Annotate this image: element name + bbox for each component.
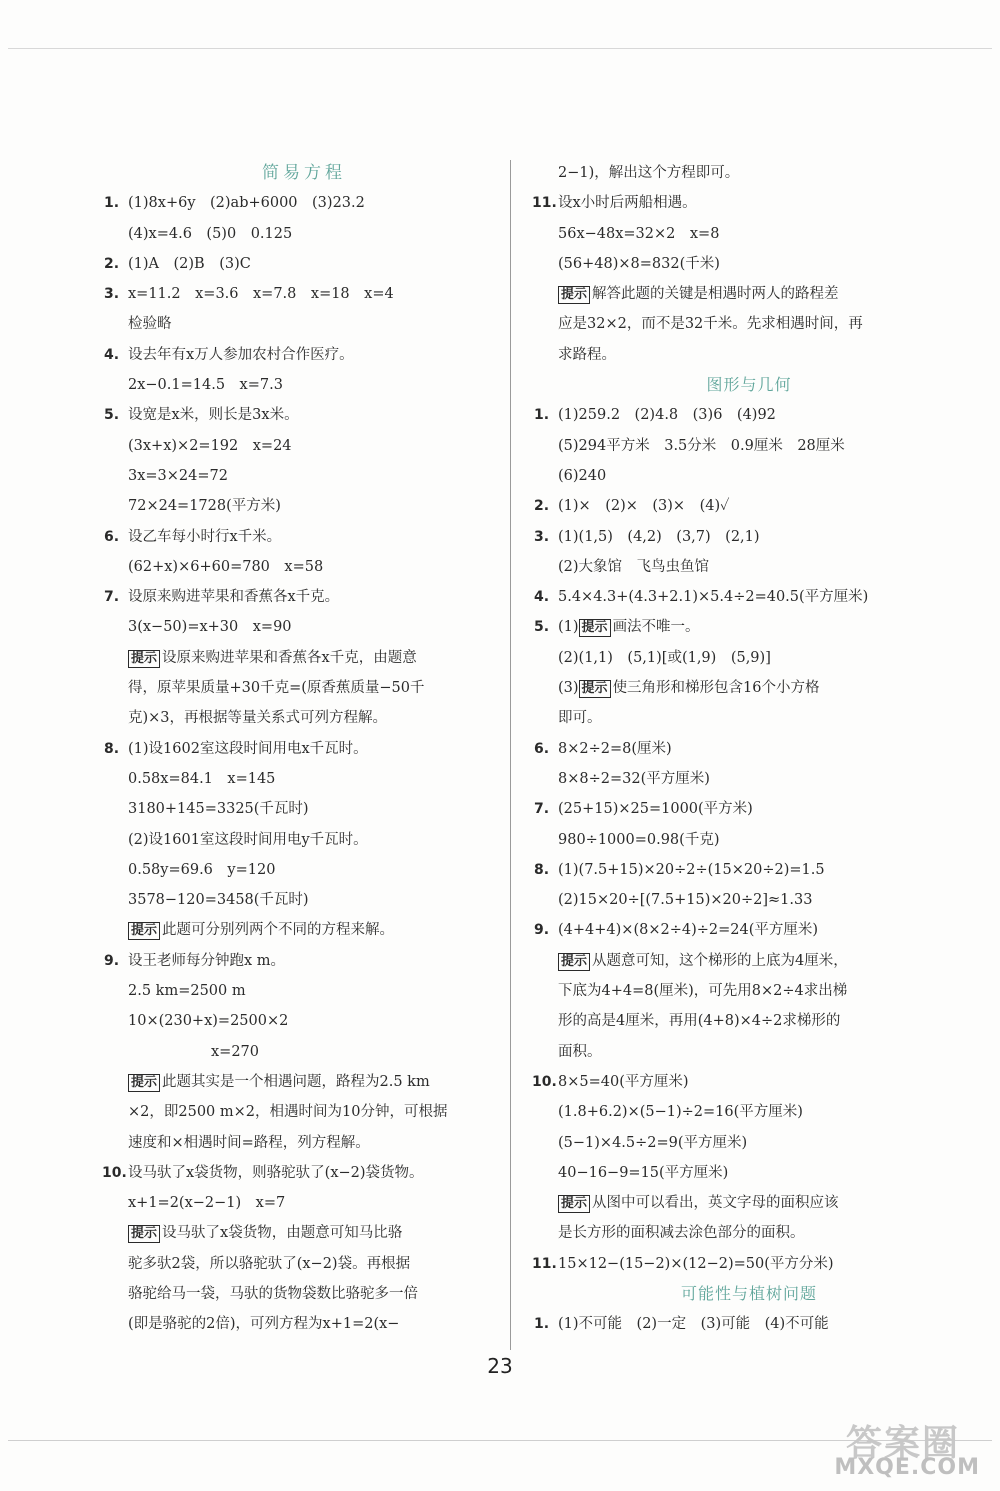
item-number: 4. xyxy=(104,346,120,363)
item-number: 2. xyxy=(104,255,120,272)
answer-text: (1)259.2 (2)4.8 (3)6 (4)92 xyxy=(558,407,776,424)
item-number: 6. xyxy=(104,528,120,545)
answer-item xyxy=(104,946,504,976)
answer-item xyxy=(534,734,964,764)
answer-line: (5−1)×4.5÷2=9(平方厘米) xyxy=(558,1134,748,1151)
answer-line: x=270 xyxy=(211,1043,260,1060)
answer-item xyxy=(104,249,504,279)
item-number: 9. xyxy=(104,952,120,969)
tip-text: 使三角形和梯形包含16个小方格 xyxy=(612,680,820,697)
column-divider xyxy=(510,160,511,1350)
answer-line: (6)240 xyxy=(558,467,607,484)
answer-line: 3x=3×24=72 xyxy=(128,467,228,484)
answer-item xyxy=(104,279,504,309)
answer-line: 10×(230+x)=2500×2 xyxy=(128,1013,289,1030)
tip-line xyxy=(104,915,504,945)
answer-item xyxy=(534,794,964,824)
answer-line: 3578−120=3458(千瓦时) xyxy=(128,892,309,909)
item-number: 10. xyxy=(102,1164,127,1181)
answer-text: 设王老师每分钟跑x m。 xyxy=(128,952,286,969)
tip-label: 提示 xyxy=(128,1225,160,1243)
watermark-site: MXQE.COM xyxy=(834,1455,980,1480)
tip-text: 设原来购进苹果和香蕉各x千克，由题意 xyxy=(162,649,417,666)
bottom-rule xyxy=(8,1440,992,1441)
tip-line xyxy=(534,279,964,309)
answer-line: (3x+x)×2=192 x=24 xyxy=(128,437,292,454)
tip-label: 提示 xyxy=(128,1074,160,1092)
tip-text: 此题可分别列两个不同的方程来解。 xyxy=(162,922,395,939)
answer-text: (1)不可能 (2)一定 (3)可能 (4)不可能 xyxy=(558,1316,829,1333)
answer-line: 72×24=1728(平方米) xyxy=(128,498,281,515)
answer-line: (1.8+6.2)×(5−1)÷2=16(平方厘米) xyxy=(558,1104,803,1121)
answer-item xyxy=(534,188,964,218)
answer-text: 设去年有x万人参加农村合作医疗。 xyxy=(128,346,354,363)
answer-text: 8×2÷2=8(厘米) xyxy=(558,740,672,757)
item-number: 1. xyxy=(534,1316,550,1333)
item-number: 3. xyxy=(104,286,120,303)
answer-line: (2)(1,1) (5,1)[或(1,9) (5,9)] xyxy=(558,649,771,666)
item-number: 6. xyxy=(534,740,550,757)
answer-line: (62+x)×6+60=780 x=58 xyxy=(128,558,324,575)
answer-line: 面积。 xyxy=(558,1043,602,1060)
answer-line: 得，原苹果质量+30千克=(原香蕉质量−50千 xyxy=(128,680,425,697)
answer-item xyxy=(104,188,504,218)
answer-line: (56+48)×8=832(千米) xyxy=(558,255,720,272)
item-number: 7. xyxy=(534,801,550,818)
tip-label: 提示 xyxy=(128,650,160,668)
right-column xyxy=(534,158,964,1340)
item-number: 1. xyxy=(104,195,120,212)
top-rule xyxy=(8,48,992,49)
answer-line: 速度和×相遇时间=路程，列方程解。 xyxy=(128,1134,370,1151)
item-number: 11. xyxy=(532,195,557,212)
answer-line: 8×8÷2=32(平方厘米) xyxy=(558,770,710,787)
answer-item xyxy=(534,400,964,430)
answer-item xyxy=(534,1067,964,1097)
section-title: 可能性与植树问题 xyxy=(680,1283,817,1303)
part-label: (3) xyxy=(558,680,579,697)
answer-line: 56x−48x=32×2 x=8 xyxy=(558,225,720,242)
answer-line: 40−16−9=15(平方厘米) xyxy=(558,1164,729,1181)
answer-text: 15×12−(15−2)×(12−2)=50(平方分米) xyxy=(558,1255,834,1272)
item-number: 3. xyxy=(534,528,550,545)
tip-text: 从图中可以看出，英文字母的面积应该 xyxy=(592,1195,839,1212)
left-column xyxy=(104,158,504,1340)
item-number: 7. xyxy=(104,589,120,606)
tip-label: 提示 xyxy=(128,922,160,940)
tip-text: 解答此题的关键是相遇时两人的路程差 xyxy=(592,286,839,303)
answer-line: 2−1)，解出这个方程即可。 xyxy=(558,165,740,181)
answer-line: 形的高是4厘米，再用(4+8)×4÷2求梯形的 xyxy=(558,1013,841,1030)
page-number: 23 xyxy=(487,1354,513,1378)
answer-text: (25+15)×25=1000(平方米) xyxy=(558,801,753,818)
answer-item xyxy=(104,400,504,430)
tip-text: 从题意可知，这个梯形的上底为4厘米， xyxy=(592,952,848,969)
section-title: 图形与几何 xyxy=(706,375,792,395)
answer-item xyxy=(534,522,964,552)
answer-text: 8×5=40(平方厘米) xyxy=(558,1073,689,1090)
answer-text xyxy=(534,612,700,642)
answer-line: 3180+145=3325(千瓦时) xyxy=(128,801,309,818)
answer-text: (4+4+4)×(8×2÷4)÷2=24(平方厘米) xyxy=(558,922,819,939)
answer-line: 2.5 km=2500 m xyxy=(128,983,246,1000)
answer-line: (5)294平方米 3.5分米 0.9厘米 28厘米 xyxy=(558,437,845,454)
answer-text: 5.4×4.3+(4.3+2.1)×5.4÷2=40.5(平方厘米) xyxy=(558,589,869,606)
tip-text: 画法不唯一。 xyxy=(612,619,700,636)
item-number: 1. xyxy=(534,407,550,424)
answer-text: 设x小时后两船相遇。 xyxy=(558,195,697,212)
answer-item xyxy=(534,1309,964,1339)
answer-item xyxy=(534,1249,964,1279)
section-title: 简易方程 xyxy=(262,163,346,183)
answer-item xyxy=(534,915,964,945)
answer-text: 设原来购进苹果和香蕉各x千克。 xyxy=(128,589,340,606)
answer-line: (4)x=4.6 (5)0 0.125 xyxy=(128,225,293,242)
answer-item xyxy=(104,582,504,612)
answer-line: 2x−0.1=14.5 x=7.3 xyxy=(128,377,283,394)
answer-item xyxy=(104,734,504,764)
tip-line xyxy=(104,643,504,673)
answer-item xyxy=(534,582,964,612)
answer-text: (1)(1,5) (4,2) (3,7) (2,1) xyxy=(558,528,760,545)
answer-text: 设马驮了x袋货物，则骆驼驮了(x−2)袋货物。 xyxy=(128,1164,424,1181)
tip-text: 此题其实是一个相遇问题，路程为2.5 km xyxy=(162,1073,430,1090)
item-number: 5. xyxy=(104,407,120,424)
answer-line: 即可。 xyxy=(558,710,602,727)
answer-text: (1)(7.5+15)×20÷2÷(15×20÷2)=1.5 xyxy=(558,861,825,878)
answer-line: 下底为4+4=8(厘米)，可先用8×2÷4求出梯 xyxy=(558,983,848,1000)
tip-label: 提示 xyxy=(558,286,590,304)
answer-text: (1)A (2)B (3)C xyxy=(128,255,251,272)
answer-line: (2)设1601室这段时间用电y千瓦时。 xyxy=(128,831,368,848)
answer-item xyxy=(534,855,964,885)
tip-line xyxy=(534,946,964,976)
tip-label: 提示 xyxy=(579,680,611,698)
item-number: 8. xyxy=(534,861,550,878)
item-number: 11. xyxy=(532,1255,557,1272)
answer-line: 0.58y=69.6 y=120 xyxy=(128,861,276,878)
tip-line xyxy=(534,673,964,703)
item-number: 5. xyxy=(534,619,550,636)
answer-line: (2)15×20÷[(7.5+15)×20÷2]≈1.33 xyxy=(558,892,813,909)
tip-line xyxy=(104,1067,504,1097)
answer-item xyxy=(534,612,964,642)
answer-line: 应是32×2，而不是32千米。先求相遇时间，再 xyxy=(558,316,863,333)
answer-line: 0.58x=84.1 x=145 xyxy=(128,770,276,787)
tip-text: 设马驮了x袋货物，由题意可知马比骆 xyxy=(162,1225,403,1242)
answer-line: (2)大象馆 飞鸟虫鱼馆 xyxy=(558,558,710,575)
item-number: 9. xyxy=(534,922,550,939)
tip-label: 提示 xyxy=(558,1195,590,1213)
answer-text: 设宽是x米，则长是3x米。 xyxy=(128,407,299,424)
answer-item xyxy=(534,491,964,521)
answer-line: 980÷1000=0.98(千克) xyxy=(558,831,720,848)
answer-text: (1)× (2)× (3)× (4)✓ xyxy=(558,498,730,515)
answer-line: 是长方形的面积减去涂色部分的面积。 xyxy=(558,1225,805,1242)
answer-line: x+1=2(x−2−1) x=7 xyxy=(128,1195,286,1212)
answer-line: 3(x−50)=x+30 x=90 xyxy=(128,619,292,636)
answer-line: 求路程。 xyxy=(558,346,616,363)
answer-line: ×2，即2500 m×2，相遇时间为10分钟，可根据 xyxy=(128,1104,448,1121)
answer-item xyxy=(104,522,504,552)
answer-text: (1)设1602室这段时间用电x千瓦时。 xyxy=(128,740,368,757)
answer-line: (即是骆驼的2倍)，可列方程为x+1=2(x− xyxy=(128,1316,400,1333)
tip-label: 提示 xyxy=(579,619,611,637)
answer-line: 克)×3，再根据等量关系式可列方程解。 xyxy=(128,710,388,727)
tip-line xyxy=(104,1218,504,1248)
item-number: 10. xyxy=(532,1073,557,1090)
tip-line xyxy=(534,1188,964,1218)
answer-line: 检验略 xyxy=(128,316,172,333)
answer-text: 设乙车每小时行x千米。 xyxy=(128,528,282,545)
answer-item xyxy=(104,1158,504,1188)
answer-text: (1)8x+6y (2)ab+6000 (3)23.2 xyxy=(128,195,365,212)
answer-item xyxy=(104,340,504,370)
part-label: (1) xyxy=(558,619,579,636)
watermark-logo: 答案圈 xyxy=(845,1423,960,1464)
tip-label: 提示 xyxy=(558,953,590,971)
answer-line: 骆驼给马一袋，马驮的货物袋数比骆驼多一倍 xyxy=(128,1285,418,1302)
item-number: 4. xyxy=(534,589,550,606)
answer-line: 驼多驮2袋，所以骆驼驮了(x−2)袋。再根据 xyxy=(128,1255,411,1272)
answer-text: x=11.2 x=3.6 x=7.8 x=18 x=4 xyxy=(128,286,394,303)
item-number: 8. xyxy=(104,740,120,757)
item-number: 2. xyxy=(534,498,550,515)
